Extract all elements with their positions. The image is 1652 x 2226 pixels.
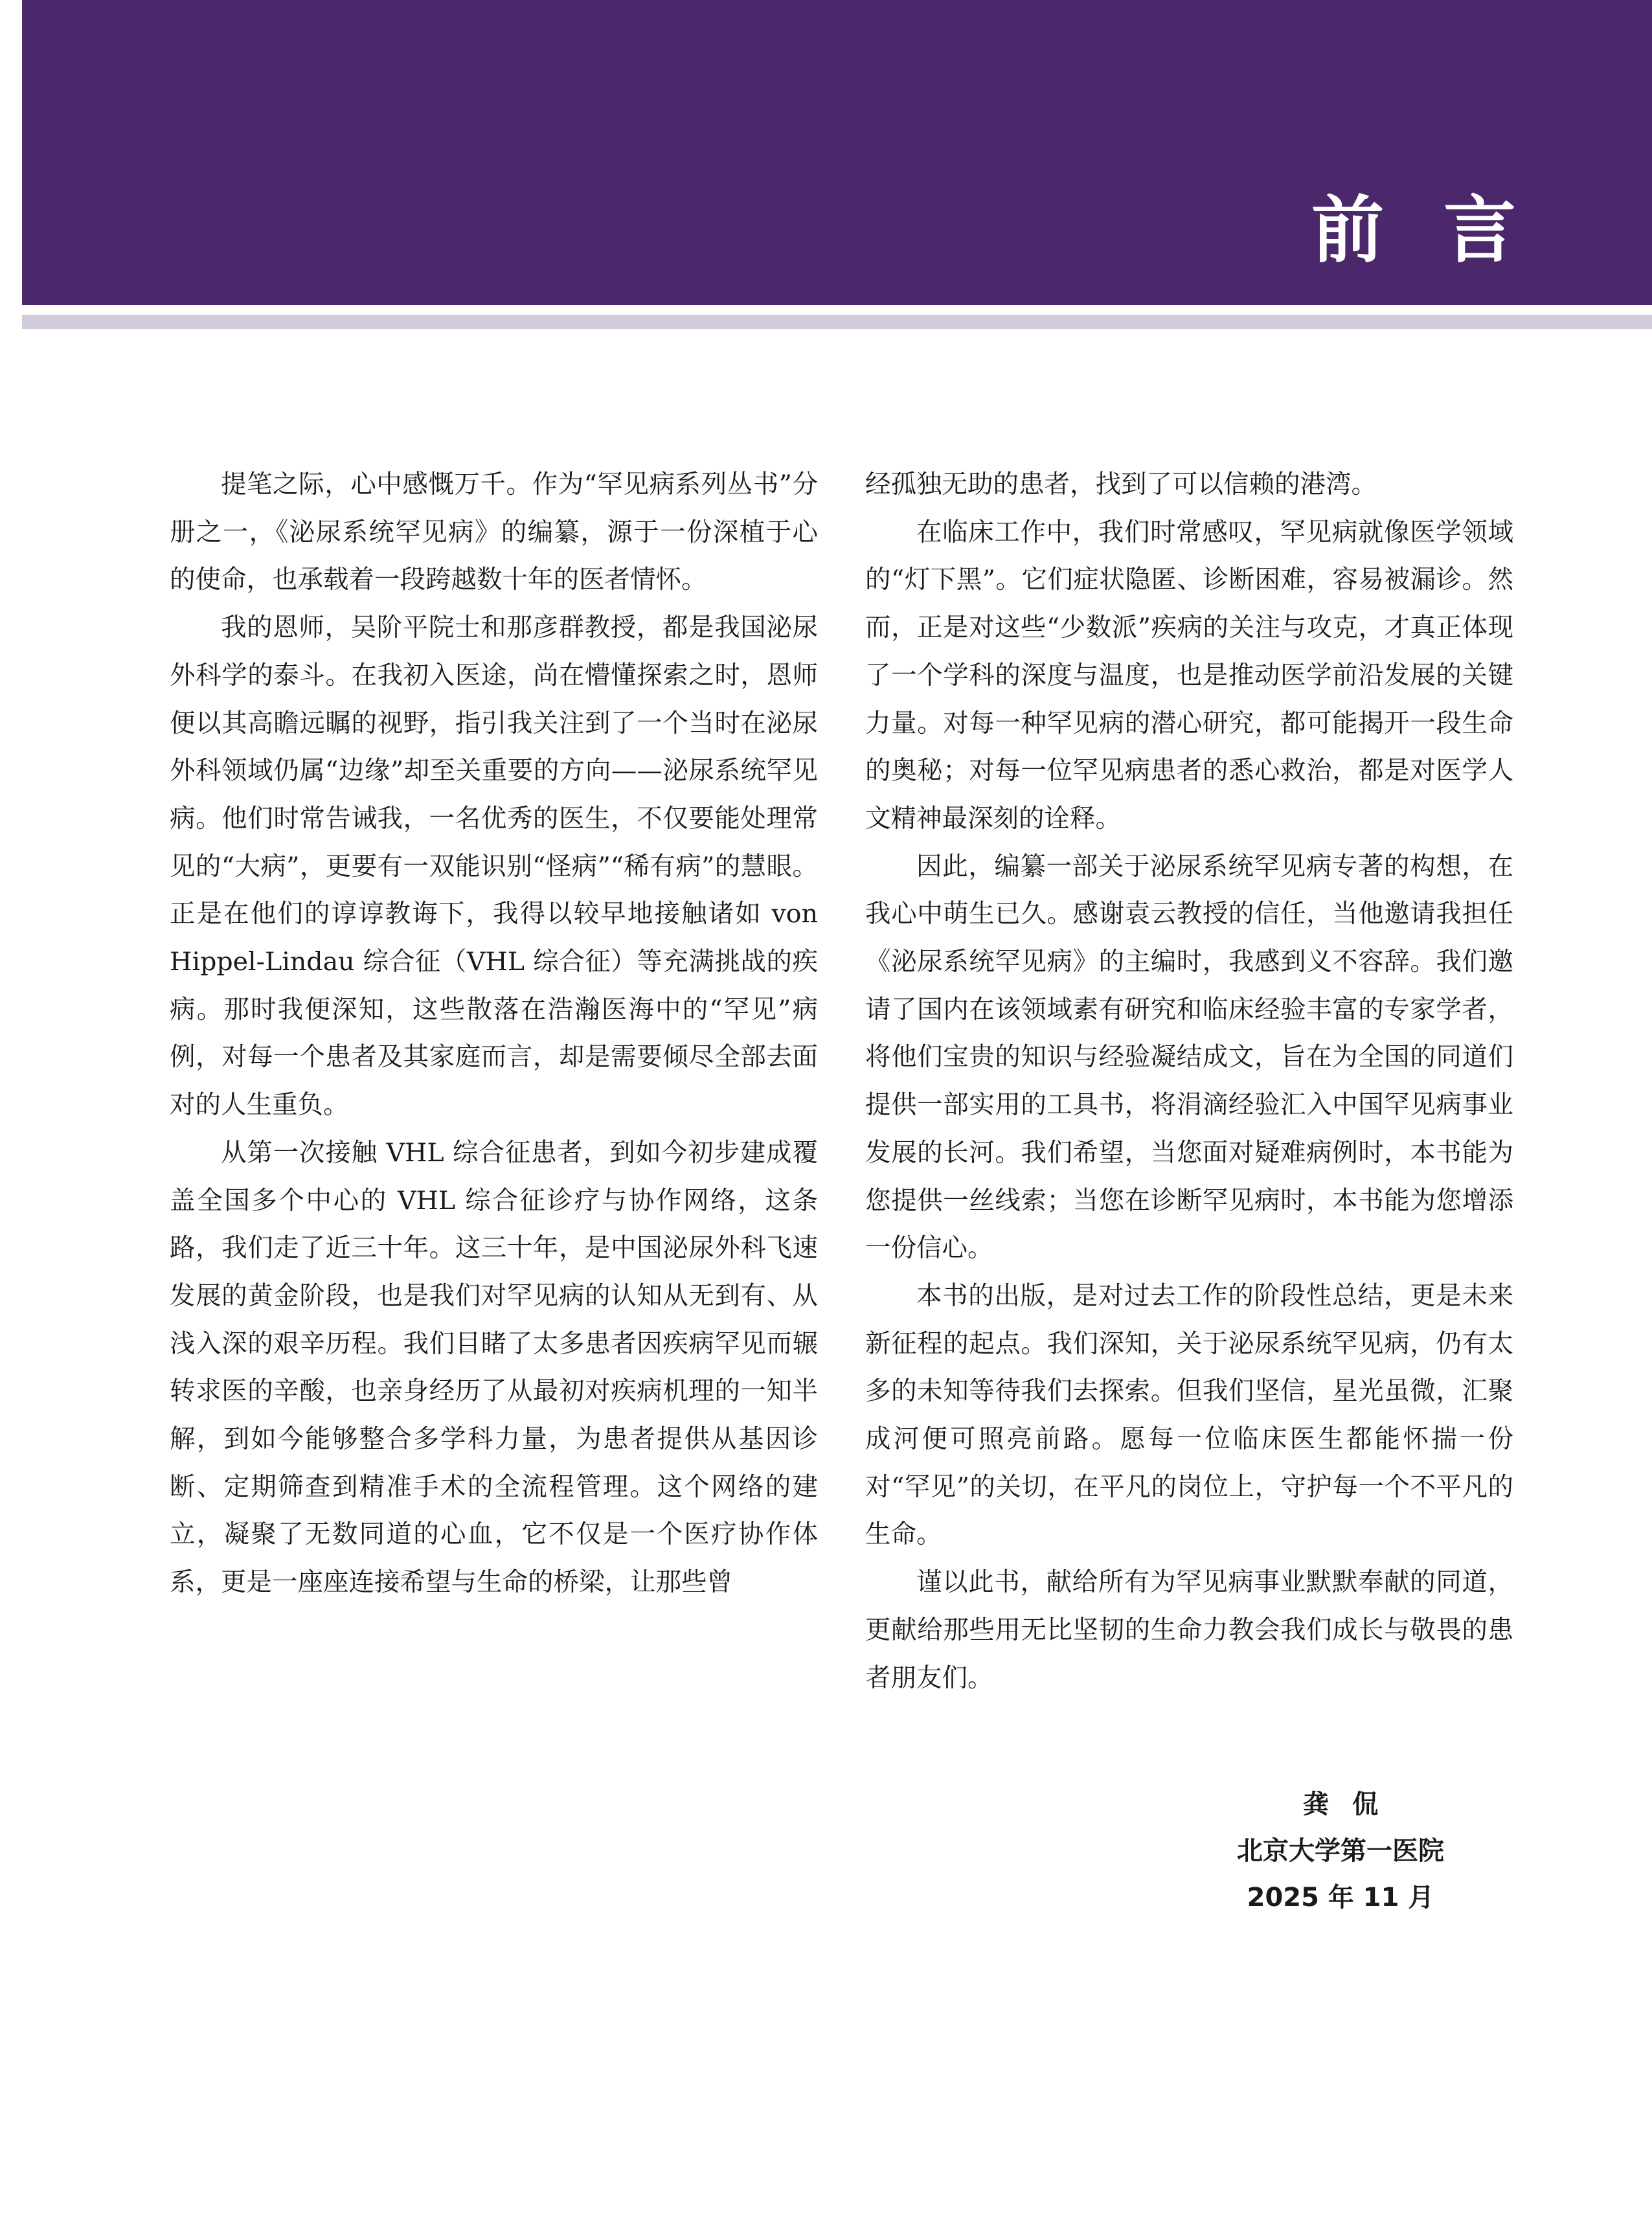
paragraph: 因此，编纂一部关于泌尿系统罕见病专著的构想，在我心中萌生已久。感谢袁云教授的信任，当他邀请我担任《泌尿系统罕见病》的主编时，我感到义不容辞。我们邀请了国内在该领域素有研究和临床经验丰富的专家学者，将他们宝贵的知识与经验凝结成文，旨在为全国的同道们提供一部实用的工具书，将涓滴经验汇入中国罕见病事业发展的长河。我们希望，当您面对疑难病例时，本书能为您提供一丝线索；当您在诊断罕见病时，本书能为您增添一份信心。 xyxy=(865,851,1513,1264)
author-name: 龚侃 xyxy=(1303,1789,1401,1819)
author-institution: 北京大学第一医院 xyxy=(1237,1836,1444,1866)
paragraph: 本书的出版，是对过去工作的阶段性总结，更是未来新征程的起点。我们深知，关于泌尿系统罕见病，仍有太多的未知等待我们去探索。但我们坚信，星光虽微，汇聚成河便可照亮前路。愿每一位临床医生都能怀揣一份对“罕见”的关切，在平凡的岗位上，守护每一个不平凡的生命。 xyxy=(865,1280,1513,1550)
paragraph: 谨以此书，献给所有为罕见病事业默默奉献的同道，更献给那些用无比坚韧的生命力教会我们成长与敬畏的患者朋友们。 xyxy=(865,1567,1513,1693)
paragraph: 从第一次接触 VHL 综合征患者，到如今初步建成覆盖全国多个中心的 VHL 综合征诊疗与协作网络，这条路，我们走了近三十年。这三十年，是中国泌尿外科飞速发展的黄金阶段，也是我们对罕见病的认知从无到有、从浅入深的艰辛历程。我们目睹了太多患者因疾病罕见而辗转求医的辛酸，也亲身经历了从最初对疾病机理的一知半解，到如今能够整合多学科力量，为患者提供从基因诊断、定期筛查到精准手术的全流程管理。这个网络的建立，凝聚了无数同道的心血，它不仅是一个医疗协作体系，更是一座座连接希望与生命的桥梁，让那些曾 xyxy=(170,1137,818,1598)
signature-date: 2025 年 11 月 xyxy=(1247,1883,1434,1913)
paragraph: 我的恩师，吴阶平院士和那彦群教授，都是我国泌尿外科学的泰斗。在我初入医途，尚在懵懂探索之时，恩师便以其高瞻远瞩的视野，指引我关注到了一个当时在泌尿外科领域仍属“边缘”却至关重要的方向——泌尿系统罕见病。他们时常告诫我，一名优秀的医生，不仅要能处理常见的“大病”，更要有一双能识别“怪病”“稀有病”的慧眼。正是在他们的谆谆教诲下，我得以较早地接触诸如 von Hippel-Lindau 综合征（VHL 综合征）等充满挑战的疾病。那时我便深知，这些散落在浩瀚医海中的“罕见”病例，对每一个患者及其家庭而言，却是需要倾尽全部去面对的人生重负。 xyxy=(170,613,818,1120)
paragraph: 提笔之际，心中感慨万千。作为“罕见病系列丛书”分册之一，《泌尿系统罕见病》的编纂，源于一份深植于心的使命，也承载着一段跨越数十年的医者情怀。 xyxy=(170,470,818,595)
page-title: 前言 xyxy=(1311,188,1576,273)
text-column-right xyxy=(865,461,1513,1702)
paragraph-continuation: 经孤独无助的患者，找到了可以信赖的港湾。 xyxy=(865,470,1377,499)
header-divider xyxy=(22,315,1652,329)
paragraph: 在临床工作中，我们时常感叹，罕见病就像医学领域的“灯下黑”。它们症状隐匿、诊断困难，容易被漏诊。然而，正是对这些“少数派”疾病的关注与攻克，才真正体现了一个学科的深度与温度，也是推动医学前沿发展的关键力量。对每一种罕见病的潜心研究，都可能揭开一段生命的奥秘；对每一位罕见病患者的悉心救治，都是对医学人文精神最深刻的诠释。 xyxy=(865,517,1513,834)
text-column-left xyxy=(170,461,818,1607)
signature-block xyxy=(1179,1781,1502,1921)
